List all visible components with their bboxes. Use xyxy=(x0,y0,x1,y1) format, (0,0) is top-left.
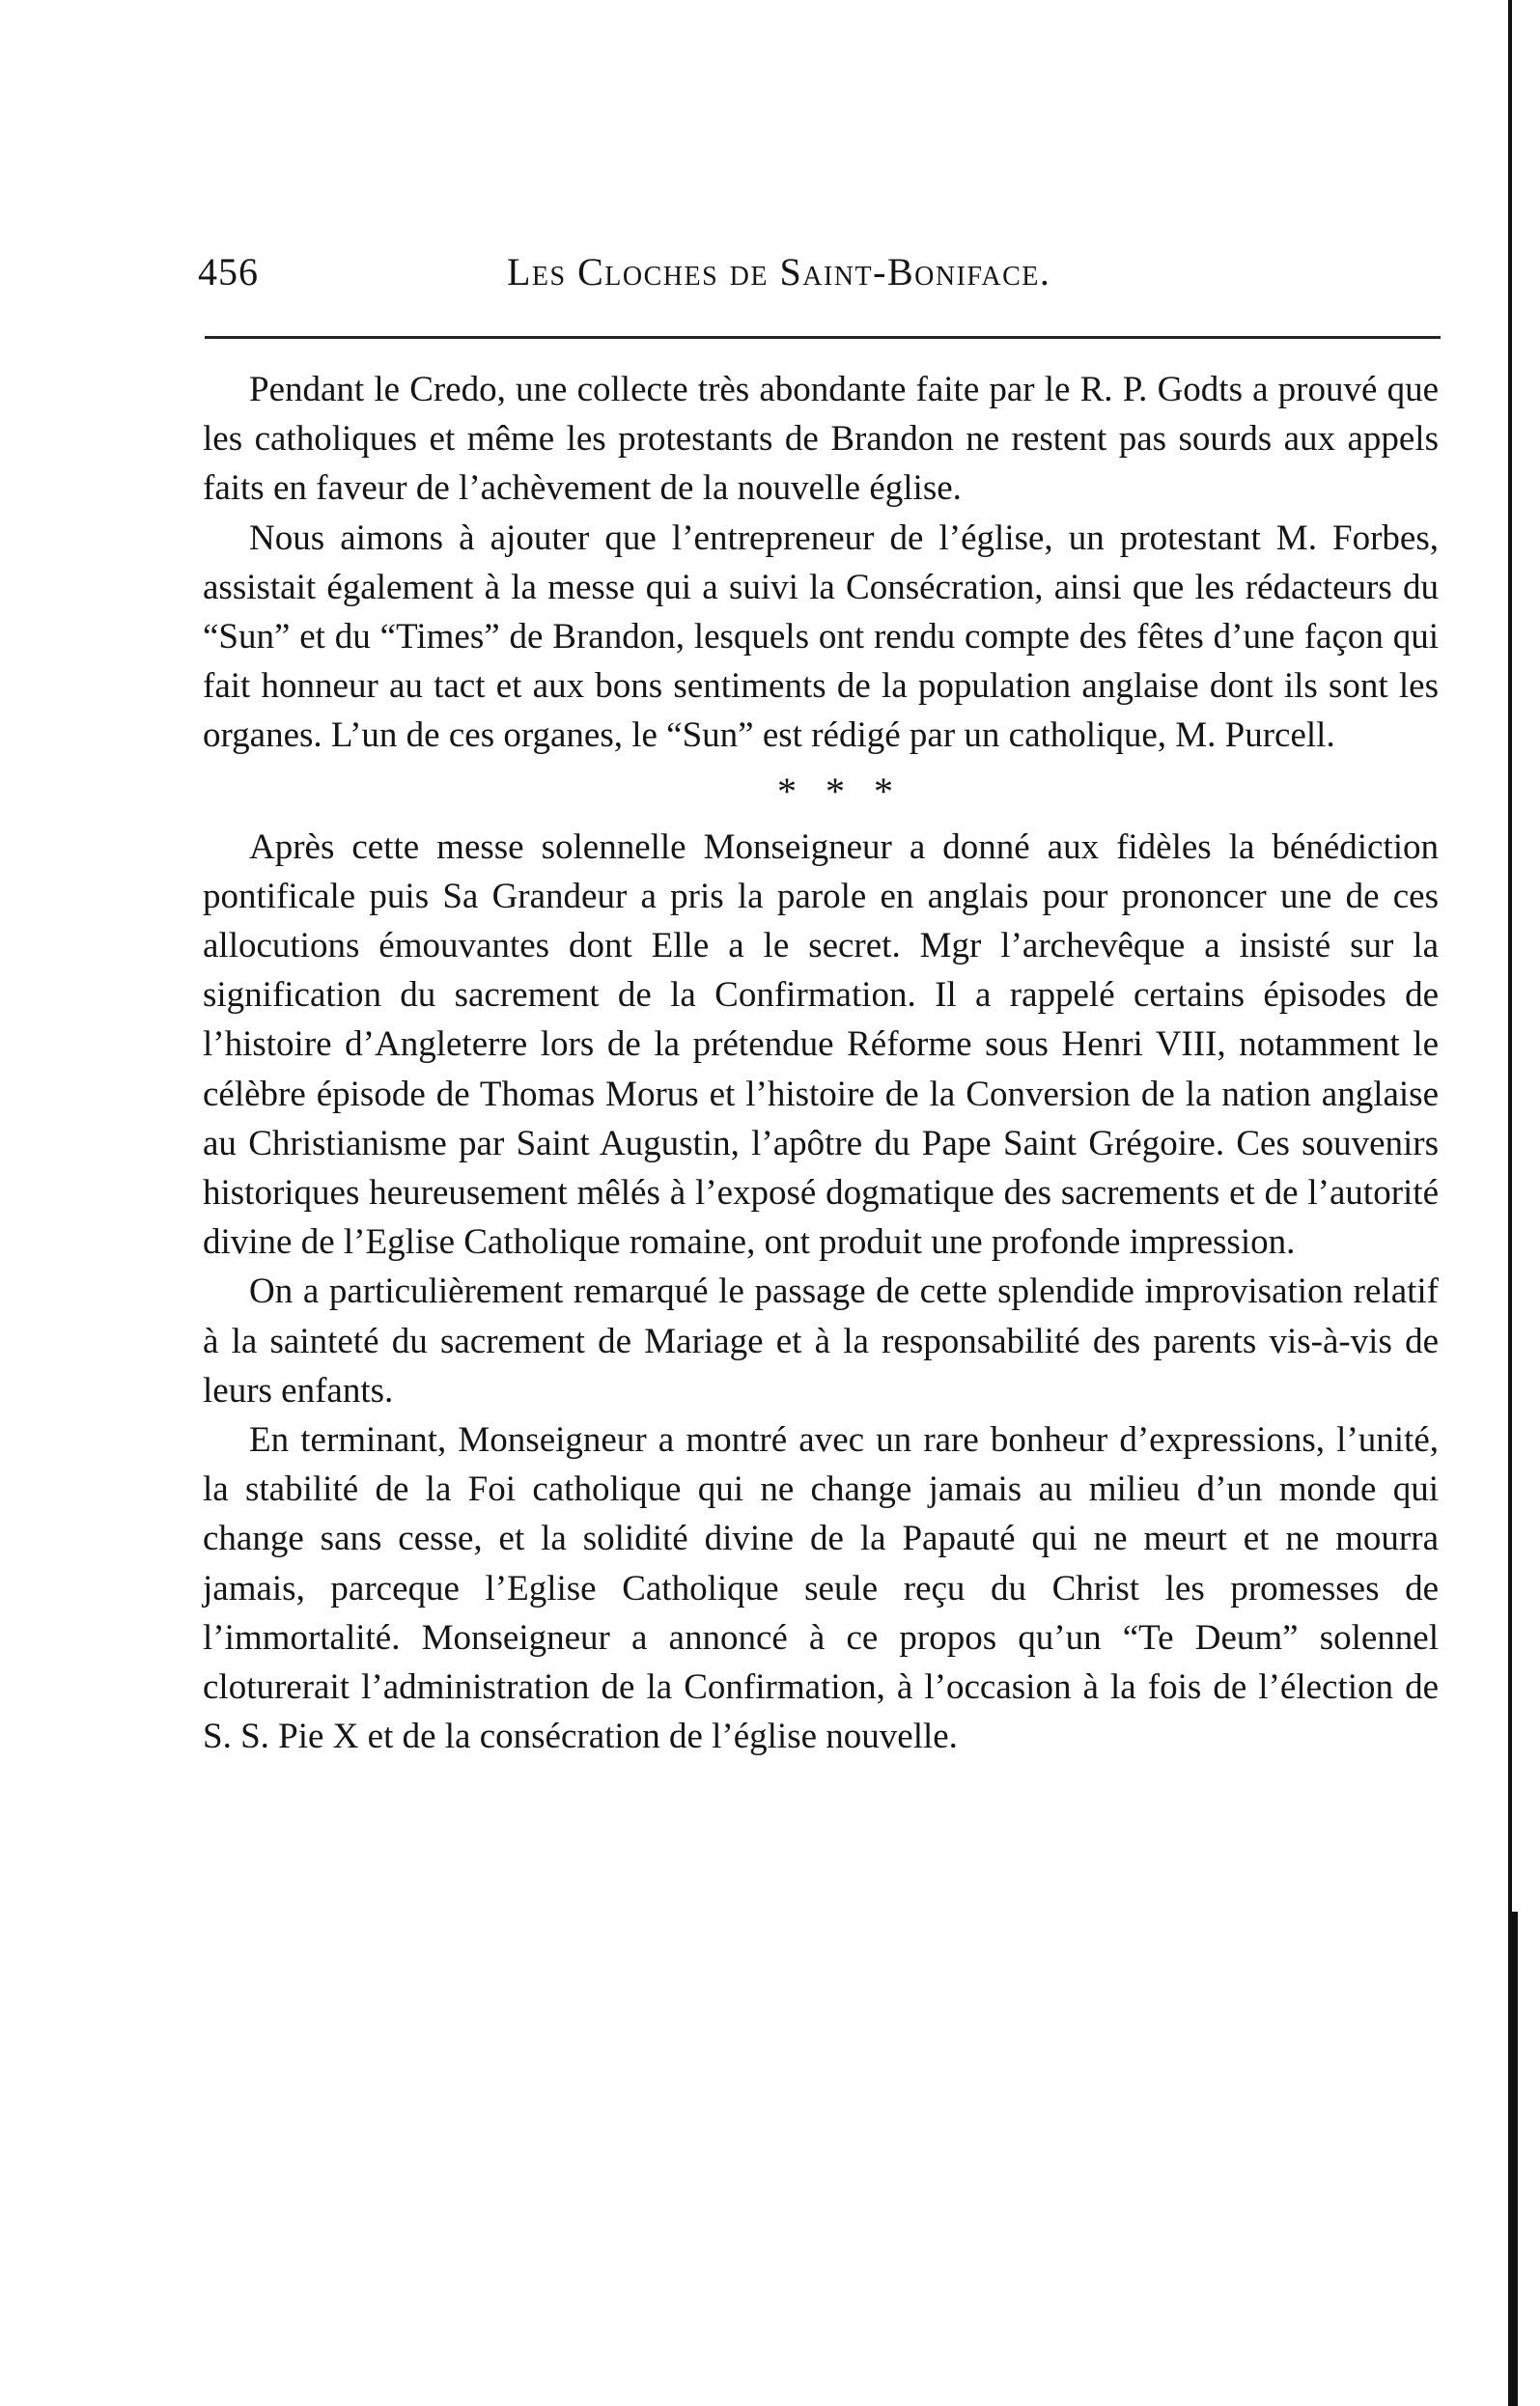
paragraph-collecte: Pendant le Credo, une collecte très abondante faite par le R. P. Godts a prouvé que les catholiques et même les protestants de Brandon ne restent pas sourds aux appels faits en faveur de l’achèvement de la nouvelle église. xyxy=(203,370,1439,509)
header-rule xyxy=(205,336,1441,339)
section-separator: * * * xyxy=(777,769,903,813)
paragraph-improvisation: On a particulièrement remarqué le passage de cette splendide improvisation relatif à la sainteté du sacrement de Mariage et à la responsabilité des parents vis-à-vis de leurs enfants. xyxy=(203,1272,1439,1411)
page-edge-shadow xyxy=(1512,1912,1518,2406)
paragraph-conclusion: En terminant, Monseigneur a montré avec un rare bonheur d’expressions, l’unité, la stabilité de la Foi catholique qui ne change jamais au milieu d’un monde qui change sans cesse, et la solidité divine de la Papauté qui ne meurt et ne mourra jamais, parceque l’Eglise Catholique seule reçu du Christ les promesses de l’immortalité. Monseigneur a annoncé à ce propos qu’un “Te Deum” solennel cloturerait l’administration de la Confirmation, à l’occasion à la fois de l’élection de S. S. Pie X et de la consécration de l’église nouvelle. xyxy=(203,1420,1439,1757)
running-title: Les Cloches de Saint-Boniface. xyxy=(507,250,1051,294)
body-text xyxy=(203,365,1439,1761)
page-number: 456 xyxy=(198,250,259,294)
paragraph-benediction: Après cette messe solennelle Monseigneur a donné aux fidèles la bénédiction pontificale puis Sa Grandeur a pris la parole en anglais pour prononcer une de ces allocutions émouvantes dont Elle a le secret. Mgr l’archevêque a insisté sur la signification du sacrement de la Confirmation. Il a rappelé certains épisodes de l’histoire d’Angleterre lors de la prétendue Réforme sous Henri VIII, notamment le célèbre épisode de Thomas Morus et l’histoire de la Conversion de la nation anglaise au Christianisme par Saint Augustin, l’apôtre du Pape Saint Grégoire. Ces souvenirs historiques heureusement mêlés à l’exposé dogmatique des sacrements et de l’autorité divine de l’Eglise Catholique romaine, ont produit une profonde impression. xyxy=(203,826,1439,1263)
page-header xyxy=(198,249,1439,307)
paragraph-entrepreneur: Nous aimons à ajouter que l’entrepreneur de l’église, un protestant M. Forbes, assistait également à la messe qui a suivi la Consécration, ainsi que les rédacteurs du “Sun” et du “Times” de Brandon, lesquels ont rendu compte des fêtes d’une façon qui fait honneur au tact et aux bons sentiments de la population anglaise dont ils sont les organes. L’un de ces organes, le “Sun” est rédigé par un catholique, M. Purcell. xyxy=(203,518,1439,756)
